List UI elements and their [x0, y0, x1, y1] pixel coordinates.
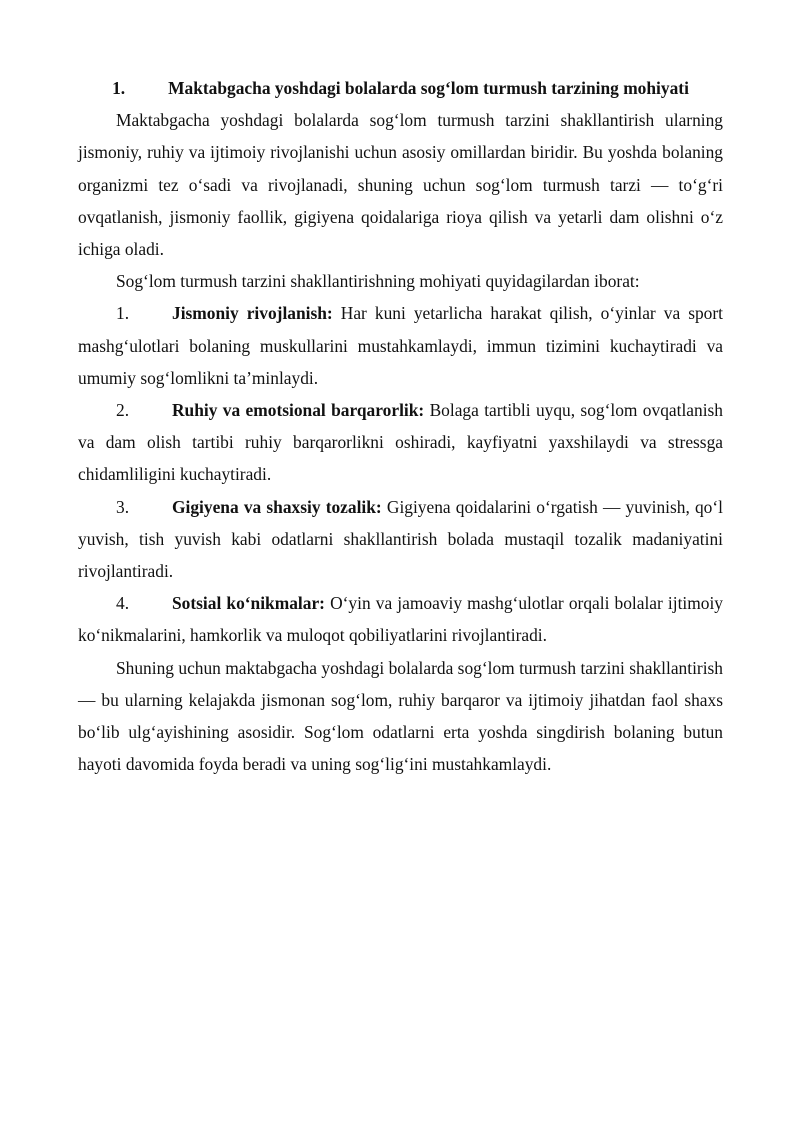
list-item-number: 4.: [116, 593, 130, 614]
list-item-term: Ruhiy va emotsional barqarorlik:: [172, 400, 425, 421]
list-item-number: 1.: [116, 303, 130, 324]
heading-number: 1.: [112, 78, 126, 98]
list-item-4: [78, 587, 723, 651]
list-item-text: Har kuni yetarlicha harakat qilish, o‘yinlar va sport mashg‘ulotlari bolaning muskullarini mustahkamlaydi, immun tizimini kuchaytiradi va umumiy sog‘lomlikni ta’minlaydi.: [78, 303, 723, 388]
conclusion-paragraph: Shuning uchun maktabgacha yoshdagi bolalarda sog‘lom turmush tarzini shakllantirish — bu ularning kelajakda jismonan sog‘lom, ruhiy barqaror va ijtimoiy jihatdan faol shaxs bo‘lib ulg‘ayishining asosidir. Sog‘lom odatlarni erta yoshda singdirish bolaning butun hayoti davomida foyda beradi va uning sog‘lig‘ini mustahkamlaydi.: [78, 657, 723, 775]
list-item-number: 2.: [116, 400, 130, 421]
heading-text: Maktabgacha yoshdagi bolalarda sog‘lom turmush tarzining mohiyati: [168, 78, 689, 98]
list-item-3: [78, 491, 723, 588]
list-item-2: [78, 394, 723, 491]
list-item-term: Gigiyena va shaxsiy tozalik:: [172, 496, 382, 517]
section-heading: [78, 72, 723, 104]
list-item-1: [78, 297, 723, 394]
intro-paragraph: Maktabgacha yoshdagi bolalarda sog‘lom turmush tarzini shakllantirish ularning jismoniy, ruhiy va ijtimoiy rivojlanishi uchun asosiy omillardan biridir. Bu yoshda bolaning organizmi tez o‘sadi va rivojlanadi, shuning uchun sog‘lom turmush tarzi — to‘g‘ri ovqatlanish, jismoniy faollik, gigiyena qoidalariga rioya qilish va yetarli dam olishni o‘z ichiga oladi.: [78, 110, 723, 260]
list-item-term: Sotsial ko‘nikmalar:: [172, 593, 325, 614]
list-item-number: 3.: [116, 496, 130, 517]
document-page: [78, 72, 723, 780]
list-item-text: Bolaga tartibli uyqu, sog‘lom ovqatlanish va dam olish tartibi ruhiy barqarorlikni oshiradi, kayfiyatni yaxshilaydi va stressga chidamliligini kuchaytiradi.: [78, 400, 723, 485]
list-item-term: Jismoniy rivojlanish:: [172, 303, 333, 324]
list-item-text: Gigiyena qoidalarini o‘rgatish — yuvinish, qo‘l yuvish, tish yuvish kabi odatlarni shakllantirish bolada mustaqil tozalik madaniyatini rivojlantiradi.: [78, 496, 723, 582]
list-item-text: O‘yin va jamoaviy mashg‘ulotlar orqali bolalar ijtimoiy ko‘nikmalarini, hamkorlik va muloqot qobiliyatlarini rivojlantiradi.: [78, 593, 723, 646]
lead-paragraph: Sog‘lom turmush tarzini shakllantirishning mohiyati quyidagilardan iborat:: [116, 271, 640, 292]
